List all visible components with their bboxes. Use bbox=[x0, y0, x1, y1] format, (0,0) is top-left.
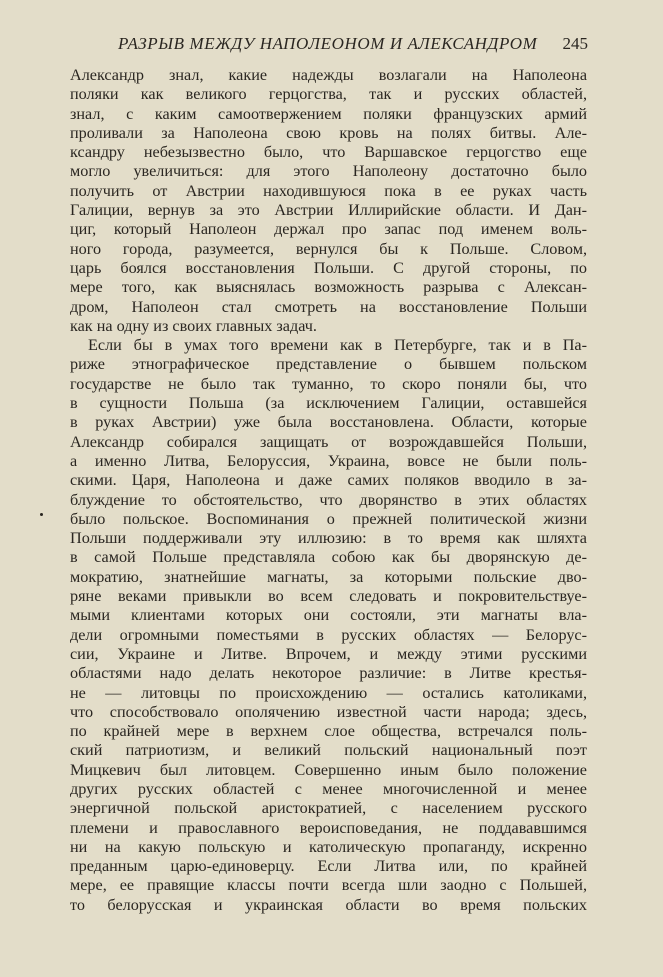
text-line: мократию, знатнейшие магнаты, за которыми польские дво- bbox=[70, 567, 587, 586]
text-line: получить от Австрии находившуюся пока в ее руках часть bbox=[70, 181, 587, 200]
text-line: Мицкевич был литовцем. Совершенно иным было положение bbox=[70, 760, 587, 779]
text-line: дели огромными поместьями в русских областях — Белорус- bbox=[70, 625, 587, 644]
text-line: могло увеличиться: для этого Наполеону достаточно было bbox=[70, 162, 587, 181]
text-line: энергичной польской аристократией, с населением русского bbox=[70, 799, 587, 818]
text-line: областями надо делать некоторое различие: в Литве крестья- bbox=[70, 664, 587, 683]
text-line: племени и православного вероисповедания, не поддававшимся bbox=[70, 818, 587, 837]
text-line: ного города, разумеется, вернулся бы к Польше. Словом, bbox=[70, 239, 587, 258]
text-line: риже этнографическое представление о бывшем польском bbox=[70, 355, 587, 374]
text-line: не — литовцы по происхождению — остались католиками, bbox=[70, 683, 587, 702]
text-line: то белорусская и украинская области во время польских bbox=[70, 895, 587, 914]
margin-dot bbox=[40, 513, 43, 516]
text-line: по крайней мере в верхнем слое общества, встречался поль- bbox=[70, 722, 587, 741]
text-line: в сущности Польша (за исключением Галиции, оставшейся bbox=[70, 394, 587, 413]
text-line: блуждение то обстоятельство, что дворянство в этих областях bbox=[70, 490, 587, 509]
text-line: дром, Наполеон стал смотреть на восстановление Польши bbox=[70, 297, 587, 316]
page-number: 245 bbox=[562, 34, 588, 53]
text-line: в самой Польше представляла собою как бы дворянскую де- bbox=[70, 548, 587, 567]
body-text bbox=[70, 66, 587, 915]
text-line: как на одну из своих главных задач. bbox=[70, 316, 317, 335]
text-line: других русских областей с менее многочисленной и менее bbox=[70, 779, 587, 798]
text-line: сии, Украине и Литве. Впрочем, и между этими русскими bbox=[70, 644, 587, 663]
text-line: мыми клиентами которых они состояли, эти магнаты вла- bbox=[70, 606, 587, 625]
text-line: ский патриотизм, и великий польский национальный поэт bbox=[70, 741, 587, 760]
text-line: Если бы в умах того времени как в Петербурге, так и в Па- bbox=[88, 336, 587, 355]
text-line: Галиции, вернув за это Австрии Иллирийские области. И Дан- bbox=[70, 201, 587, 220]
text-line: царь боялся восстановления Польши. С другой стороны, по bbox=[70, 258, 587, 277]
running-header bbox=[118, 34, 588, 54]
text-line: а именно Литва, Белоруссия, Украина, вовсе не были поль- bbox=[70, 451, 587, 470]
text-line: ряне веками привыкли во всем следовать и покровительствуе- bbox=[70, 587, 587, 606]
text-line: Александр собирался защищать от возрождавшейся Польши, bbox=[70, 432, 587, 451]
text-line: Польши поддерживали эту иллюзию: в то время как шляхта bbox=[70, 529, 587, 548]
text-line: поляки как великого герцогства, так и русских областей, bbox=[70, 85, 587, 104]
text-line: циг, который Наполеон держал про запас под именем воль- bbox=[70, 220, 587, 239]
text-line: проливали за Наполеона свою кровь на полях битвы. Але- bbox=[70, 123, 587, 142]
text-line: преданным царю-единоверцу. Если Литва или, по крайней bbox=[70, 857, 587, 876]
text-line: мере, ее правящие классы почти всегда шли заодно с Польшей, bbox=[70, 876, 587, 895]
chapter-title: РАЗРЫВ МЕЖДУ НАПОЛЕОНОМ И АЛЕКСАНДРОМ bbox=[118, 34, 538, 53]
text-line: скими. Царя, Наполеона и даже самих поляков вводило в за- bbox=[70, 471, 587, 490]
text-line: государстве не было так туманно, то скоро поняли бы, что bbox=[70, 374, 587, 393]
text-line: в руках Австрии) уже была восстановлена. Области, которые bbox=[70, 413, 587, 432]
text-line: было польское. Воспоминания о прежней политической жизни bbox=[70, 509, 587, 528]
text-line: Александр знал, какие надежды возлагали на Наполеона bbox=[70, 66, 587, 84]
text-line: ни на какую польскую и католическую пропаганду, искренно bbox=[70, 837, 587, 856]
text-line: ксандру небезызвестно было, что Варшавское герцогство еще bbox=[70, 143, 587, 162]
text-line: знал, с каким самоотвержением поляки французских армий bbox=[70, 104, 587, 123]
text-line: мере того, как выяснялась возможность разрыва с Алексан- bbox=[70, 278, 587, 297]
text-line: что способствовало ополячению известной части народа; здесь, bbox=[70, 702, 587, 721]
